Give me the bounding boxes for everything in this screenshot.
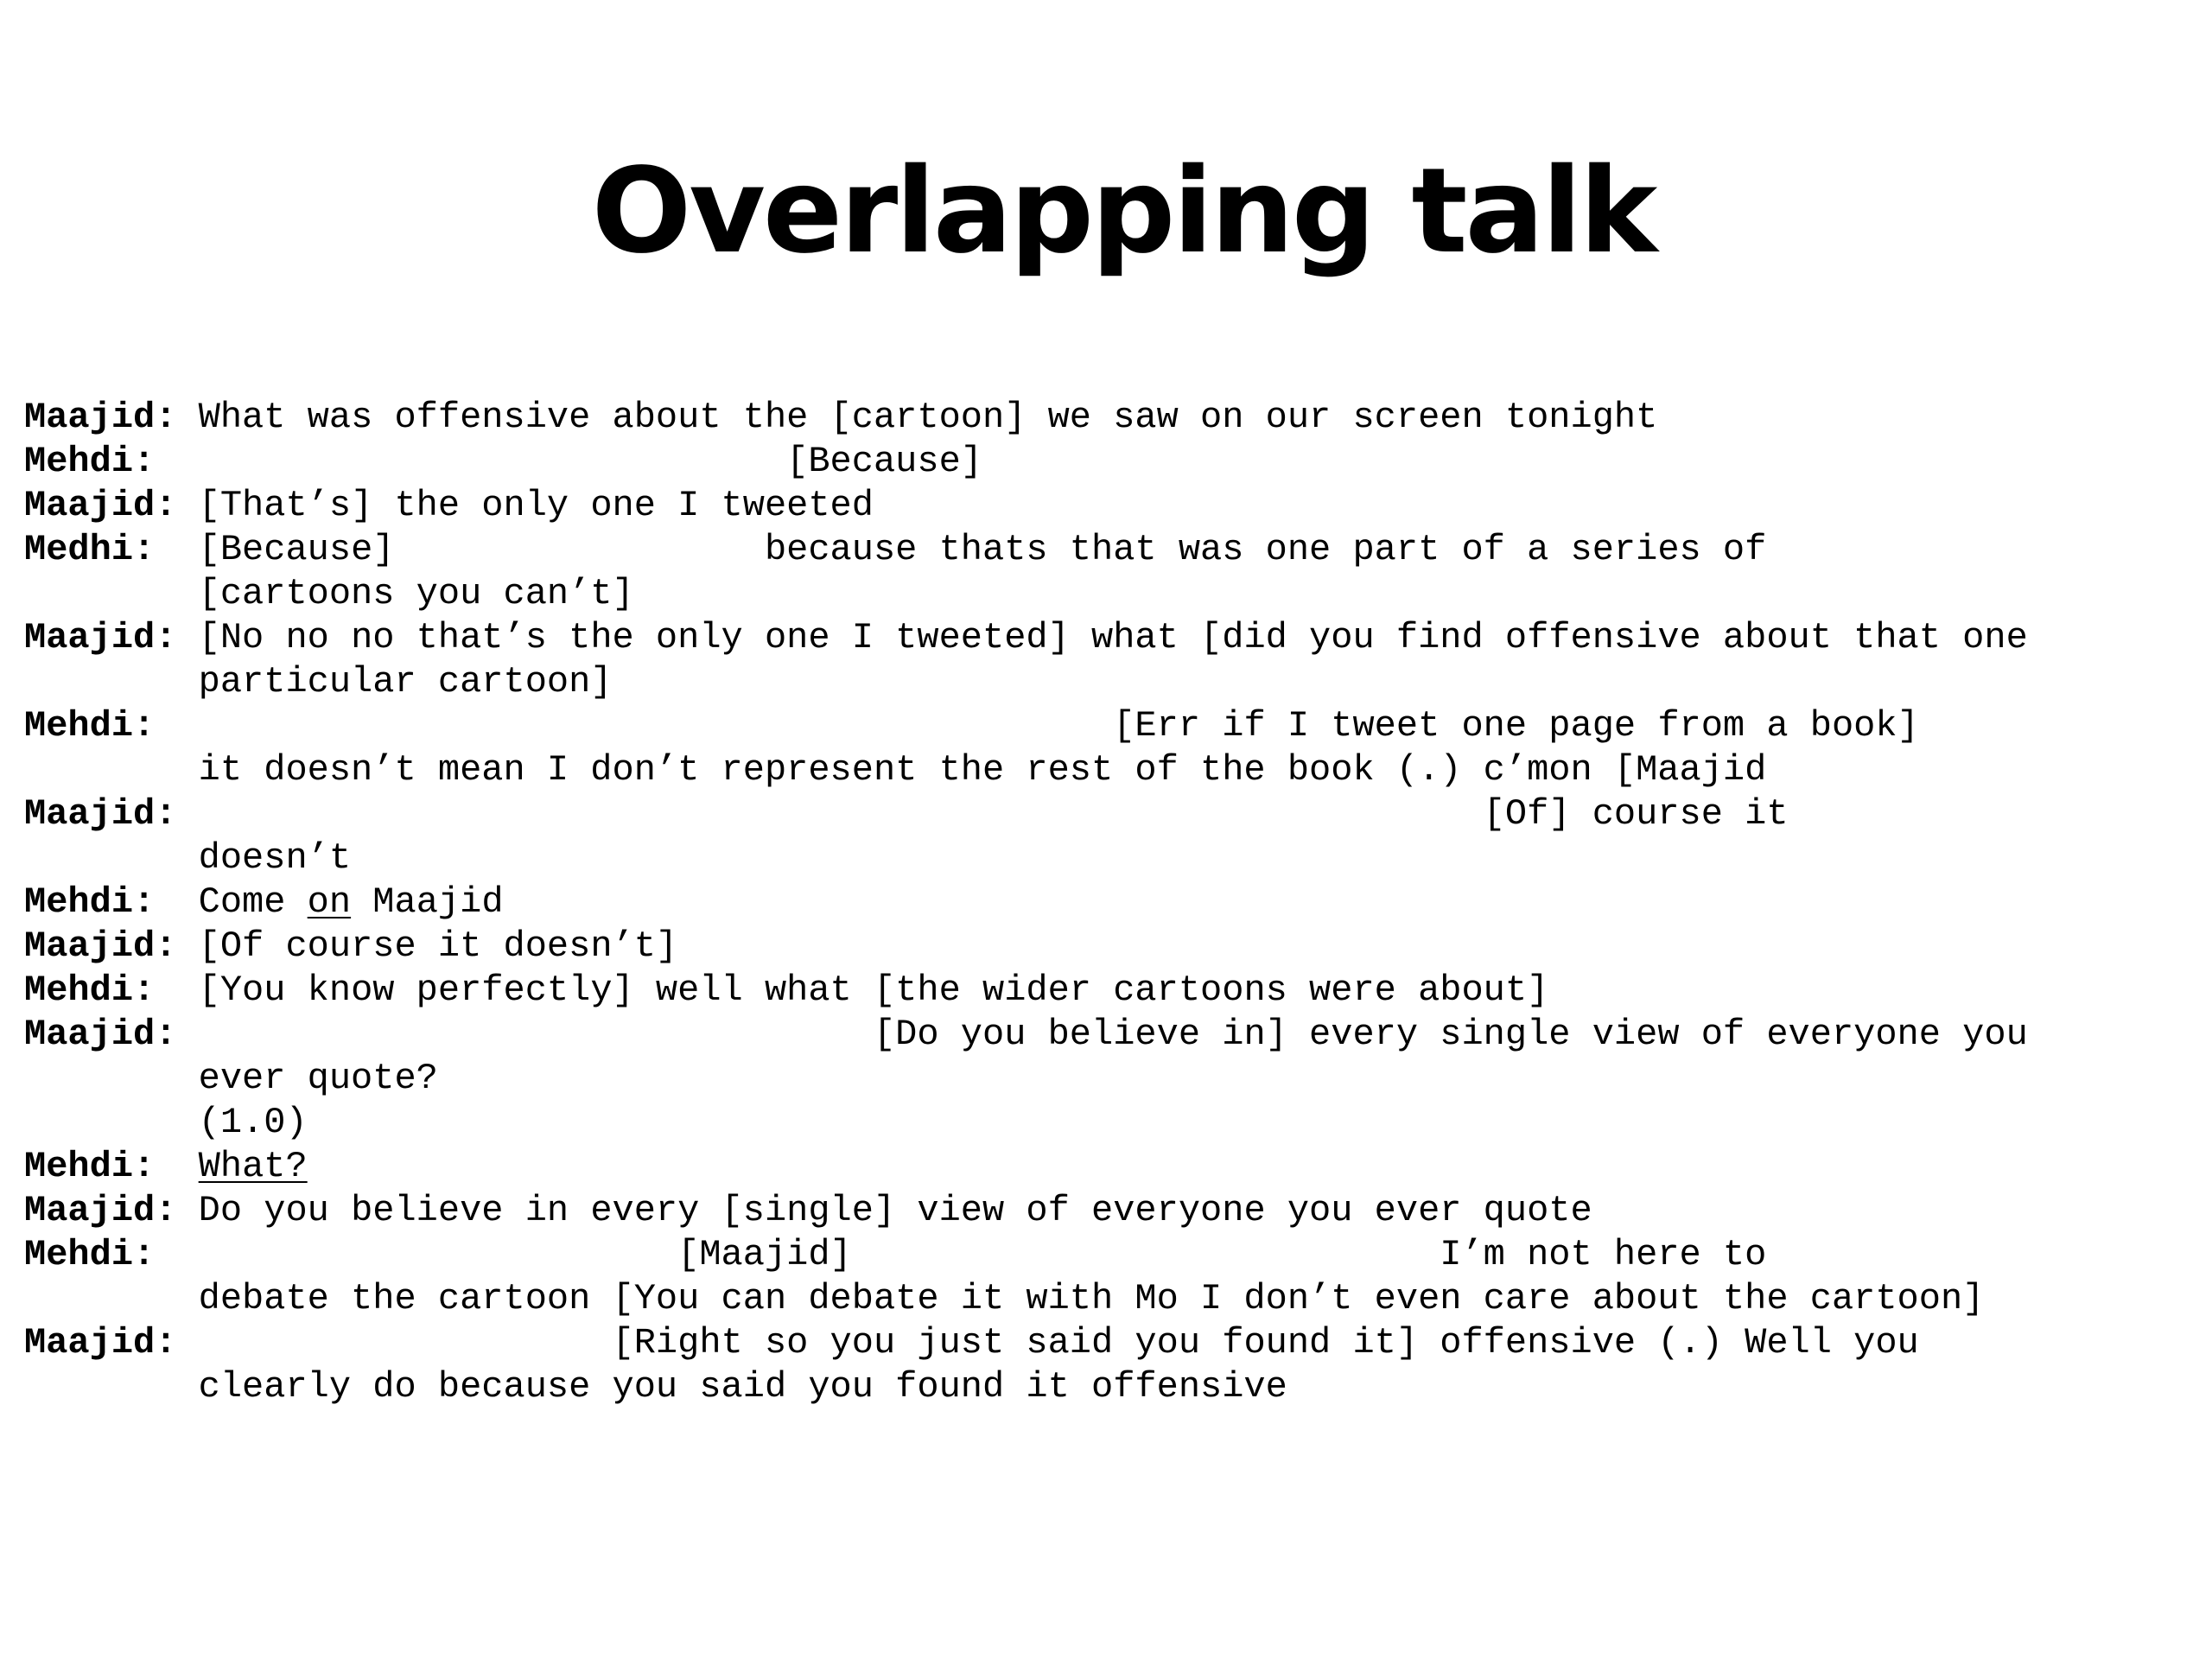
utterance-text: [Maajid] I’m not here to <box>155 1234 1767 1275</box>
transcript-line <box>24 1145 2202 1189</box>
speaker-label: Maajid: <box>24 925 177 967</box>
utterance-text: [cartoons you can’t] <box>24 573 634 614</box>
utterance-text: [Of course it doesn’t] <box>176 925 678 967</box>
transcript-line <box>24 792 2202 836</box>
utterance-text: [Err if I tweet one page from a book] <box>155 705 1919 747</box>
transcript-line <box>24 572 2202 616</box>
utterance-text: Come <box>155 881 308 923</box>
utterance-text: [Right so you just said you found it] offensive (.) Well you <box>176 1322 1919 1363</box>
utterance-text: [That’s] the only one I tweeted <box>176 485 874 526</box>
speaker-label: Maajid: <box>24 617 177 658</box>
speaker-label: Maajid: <box>24 1322 177 1363</box>
transcript-line <box>24 1233 2202 1277</box>
utterance-text: debate the cartoon [You can debate it with Mo I don’t even care about the cartoon] <box>24 1278 1985 1319</box>
transcript-line <box>24 836 2202 880</box>
transcript-line <box>24 440 2202 484</box>
transcript-line <box>24 1365 2202 1409</box>
utterance-text: [No no no that’s the only one I tweeted] what [did you find offensive about that one <box>176 617 2028 658</box>
transcript-line <box>24 925 2202 969</box>
utterance-text: [Because] because thats that was one part of a series of <box>155 529 1767 570</box>
transcript-line <box>24 1013 2202 1057</box>
transcript-line <box>24 660 2202 704</box>
utterance-text: (1.0) <box>24 1102 308 1143</box>
transcript-line <box>24 1101 2202 1145</box>
transcript-line <box>24 880 2202 925</box>
utterance-text: doesn’t <box>24 837 352 879</box>
transcript <box>24 396 2202 1409</box>
speaker-label: Mehdi: <box>24 1146 156 1187</box>
utterance-text: [Because] <box>155 441 982 482</box>
speaker-label: Maajid: <box>24 793 177 835</box>
transcript-line <box>24 969 2202 1013</box>
transcript-line <box>24 396 2202 440</box>
speaker-label: Mehdi: <box>24 1234 156 1275</box>
emphasized-text: on <box>307 881 352 923</box>
speaker-label: Maajid: <box>24 1014 177 1055</box>
emphasized-text: What? <box>198 1146 308 1187</box>
speaker-label: Maajid: <box>24 1190 177 1231</box>
transcript-line <box>24 1277 2202 1321</box>
utterance-text <box>155 1146 198 1187</box>
transcript-line <box>24 1321 2202 1365</box>
speaker-label: Mehdi: <box>24 881 156 923</box>
utterance-text: Do you believe in every [single] view of everyone you ever quote <box>176 1190 1592 1231</box>
transcript-line <box>24 748 2202 792</box>
transcript-line <box>24 1189 2202 1233</box>
utterance-text: What was offensive about the [cartoon] we saw on our screen tonight <box>176 397 1658 438</box>
transcript-line <box>24 1057 2202 1101</box>
speaker-label: Maajid: <box>24 485 177 526</box>
speaker-label: Mehdi: <box>24 441 156 482</box>
utterance-text: [You know perfectly] well what [the wider cartoons were about] <box>155 969 1549 1011</box>
utterance-text: clearly do because you said you found it offensive <box>24 1366 1287 1408</box>
utterance-text: [Of] course it <box>176 793 1789 835</box>
slide-title: Overlapping talk <box>591 143 1656 280</box>
transcript-line <box>24 484 2202 528</box>
speaker-label: Mehdi: <box>24 705 156 747</box>
utterance-text: it doesn’t mean I don’t represent the rest of the book (.) c’mon [Maajid <box>24 749 1767 791</box>
utterance-text: [Do you believe in] every single view of everyone you <box>176 1014 2028 1055</box>
transcript-line <box>24 704 2202 748</box>
speaker-label: Medhi: <box>24 529 156 570</box>
transcript-line <box>24 616 2202 660</box>
utterance-text: Maajid <box>351 881 504 923</box>
speaker-label: Maajid: <box>24 397 177 438</box>
speaker-label: Mehdi: <box>24 969 156 1011</box>
utterance-text: particular cartoon] <box>24 661 613 702</box>
utterance-text: ever quote? <box>24 1058 438 1099</box>
transcript-line <box>24 528 2202 572</box>
